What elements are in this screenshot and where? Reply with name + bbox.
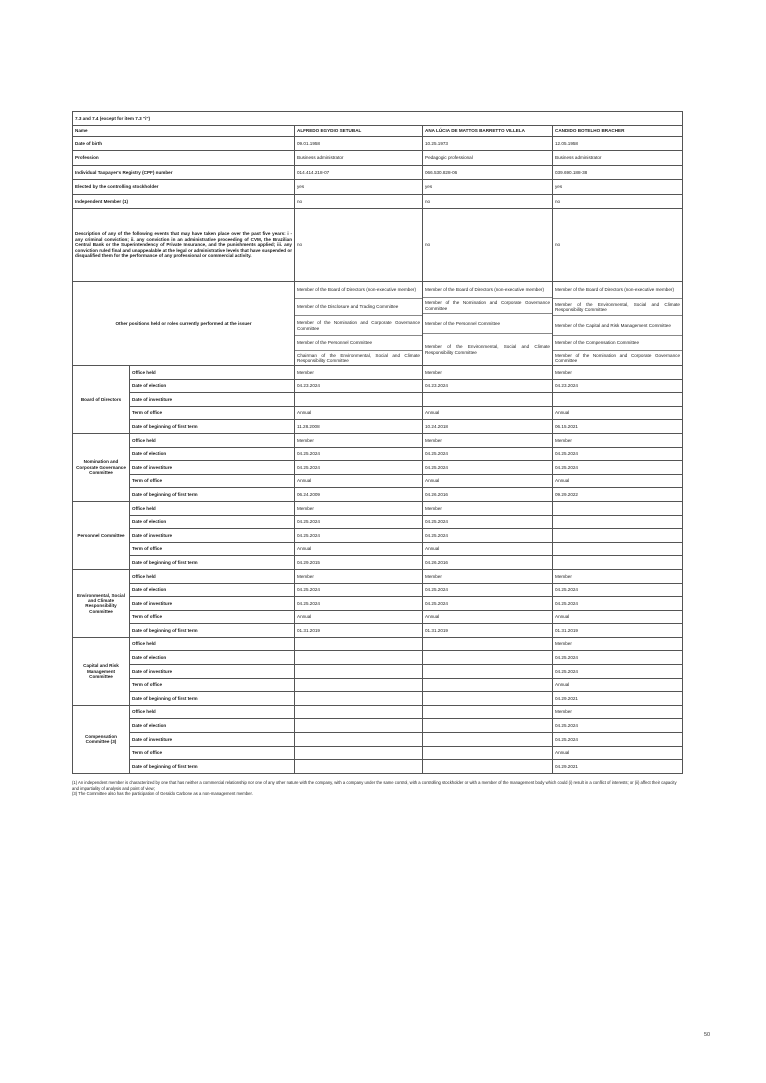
- field-label: Date of election: [130, 447, 295, 461]
- field-value: 04.25.2024: [423, 583, 553, 597]
- field-value: [295, 746, 423, 760]
- field-value: 04.25.2024: [553, 447, 683, 461]
- field-value: [553, 556, 683, 570]
- field-value: [423, 719, 553, 733]
- field-value: Member: [295, 501, 423, 515]
- compensation-committee-3-row: [73, 746, 683, 760]
- position-item: Member of the Personnel Committee: [423, 314, 552, 334]
- elected-row-value: yes: [423, 180, 553, 195]
- field-value: Member: [553, 433, 683, 447]
- field-label: Date of election: [130, 651, 295, 665]
- field-value: Member: [553, 705, 683, 719]
- positions-cell: [423, 282, 553, 366]
- field-label: Office held: [130, 501, 295, 515]
- field-value: Annual: [295, 542, 423, 556]
- compensation-committee-3-row: [73, 719, 683, 733]
- cpf-row: [73, 165, 683, 180]
- field-label: Date of investiture: [130, 461, 295, 475]
- dob-row-value: 09.01.1958: [295, 136, 423, 151]
- field-value: 04.23.2024: [553, 379, 683, 393]
- field-value: [295, 651, 423, 665]
- board-of-directors-row: [73, 379, 683, 393]
- field-label: Date of election: [130, 583, 295, 597]
- field-value: 04.25.2024: [295, 515, 423, 529]
- name-row-value: ALFREDO EGYDIO SETUBAL: [295, 126, 423, 137]
- field-value: Member: [423, 569, 553, 583]
- field-value: [553, 529, 683, 543]
- field-value: [553, 515, 683, 529]
- field-value: Member: [423, 366, 553, 380]
- personnel-committee-row: [73, 515, 683, 529]
- personnel-committee-row: [73, 542, 683, 556]
- environmental-social-and-climate-responsibility-committee-row: [73, 569, 683, 583]
- positions-cell: [553, 282, 683, 366]
- dob-row-label: Date of birth: [73, 136, 295, 151]
- independent-row-value: no: [423, 194, 553, 209]
- field-value: 04.25.2024: [295, 461, 423, 475]
- field-value: 04.25.2024: [295, 597, 423, 611]
- footnotes: [72, 780, 684, 797]
- field-label: Date of investiture: [130, 529, 295, 543]
- field-value: 01.31.2019: [295, 624, 423, 638]
- field-label: Date of investiture: [130, 665, 295, 679]
- cpf-row-value: 014.414.218-07: [295, 165, 423, 180]
- other-positions-label: Other positions held or roles currently performed at the issuer: [73, 282, 295, 366]
- field-label: Date of investiture: [130, 393, 295, 407]
- positions-list: [553, 282, 682, 365]
- positions-cell: [295, 282, 423, 366]
- field-value: 04.29.2021: [553, 692, 683, 706]
- name-row: [73, 126, 683, 137]
- field-value: [295, 678, 423, 692]
- independent-row: [73, 194, 683, 209]
- field-label: Date of investiture: [130, 597, 295, 611]
- position-item: Member of the Capital and Risk Management Committee: [553, 316, 682, 336]
- field-label: Term of office: [130, 542, 295, 556]
- footnote-3: (3) The Committee also has the participation of Geraldo Carbone as a non-management member.: [72, 791, 253, 797]
- field-value: 04.23.2024: [423, 379, 553, 393]
- field-label: Date of beginning of first term: [130, 692, 295, 706]
- dob-row: [73, 136, 683, 151]
- position-item: Member of the Board of Directors (non-executive member): [295, 282, 422, 299]
- footnote-1: (1) An independent member is characterized by one that has neither a commercial relationship nor one of any other nature with the company, with a company under the same control, with a controlling stockholder or with a member of the management body which could (i) result in a conflict of interests; or (ii) affect their capacity and impartiality of analysis and point of view;: [72, 780, 677, 791]
- field-value: 04.25.2024: [423, 529, 553, 543]
- field-value: Annual: [423, 542, 553, 556]
- profession-row-value: Business administrator: [295, 151, 423, 166]
- field-value: Annual: [553, 678, 683, 692]
- capital-and-risk-management-committee-row: [73, 637, 683, 651]
- nomination-and-corporate-governance-committee-row: [73, 461, 683, 475]
- field-label: Term of office: [130, 678, 295, 692]
- capital-and-risk-management-committee-row: [73, 678, 683, 692]
- field-value: 09.29.2022: [553, 488, 683, 502]
- compensation-committee-3-row: [73, 705, 683, 719]
- field-value: 04.26.2016: [423, 556, 553, 570]
- field-label: Office held: [130, 637, 295, 651]
- cpf-row-value: 066.530.828-06: [423, 165, 553, 180]
- page-number: 50: [704, 1032, 711, 1038]
- field-value: [295, 692, 423, 706]
- field-value: Annual: [295, 406, 423, 420]
- personnel-committee-row: [73, 529, 683, 543]
- position-item: Chairman of the Environmental, Social and Climate Responsibility Committee: [297, 352, 420, 363]
- field-label: Date of beginning of first term: [130, 624, 295, 638]
- field-value: Member: [423, 501, 553, 515]
- field-value: 04.25.2024: [553, 733, 683, 747]
- events-description: Description of any of the following events that may have taken place over the past five years: i - any criminal conviction; ii. any conviction in an administrative proceeding of CVM, the Brazilian Central Bank or the Superintendency of Private Insurance, and the punishments applied; iii. any conviction ruled final and unappealable at the legal or administrative levels that have suspended or disqualified them for the performance of any professional or commercial activity.: [73, 209, 295, 282]
- field-value: 10.24.2018: [423, 420, 553, 434]
- field-value: [295, 665, 423, 679]
- field-value: [295, 393, 423, 407]
- name-row-label: Name: [73, 126, 295, 137]
- field-value: 04.25.2024: [553, 651, 683, 665]
- events-value: no: [295, 209, 423, 282]
- field-value: [553, 501, 683, 515]
- field-value: 04.25.2024: [553, 461, 683, 475]
- field-value: 04.25.2024: [423, 461, 553, 475]
- field-value: Member: [295, 433, 423, 447]
- field-value: Member: [553, 637, 683, 651]
- field-value: Member: [553, 569, 683, 583]
- group-label-capital-and-risk-management-committee: Capital and Risk Management Committee: [73, 637, 130, 705]
- group-label-compensation-committee-3: Compensation Committee (3): [73, 705, 130, 773]
- field-value: [423, 705, 553, 719]
- field-label: Term of office: [130, 746, 295, 760]
- name-row-value: CANDIDO BOTELHO BRACHER: [553, 126, 683, 137]
- field-value: Annual: [295, 474, 423, 488]
- field-label: Office held: [130, 705, 295, 719]
- capital-and-risk-management-committee-row: [73, 665, 683, 679]
- group-label-environmental-social-and-climate-responsibility-committee: Environmental, Social and Climate Responsibility Committee: [73, 569, 130, 637]
- personnel-committee-row: [73, 556, 683, 570]
- field-value: [295, 705, 423, 719]
- field-value: [423, 651, 553, 665]
- position-item: Member of the Personnel Committee: [295, 336, 422, 351]
- field-value: Annual: [295, 610, 423, 624]
- field-value: 04.25.2024: [553, 665, 683, 679]
- section-title: 7.3 and 7.4 (except for item 7.3 "i"): [73, 112, 683, 126]
- profession-row-value: Pedagogic professional: [423, 151, 553, 166]
- group-label-nomination-and-corporate-governance-committee: Nomination and Corporate Governance Committee: [73, 433, 130, 501]
- personnel-committee-row: [73, 501, 683, 515]
- field-value: Annual: [553, 474, 683, 488]
- capital-and-risk-management-committee-row: [73, 651, 683, 665]
- management-table: [72, 111, 683, 774]
- board-of-directors-row: [73, 366, 683, 380]
- field-value: 04.25.2024: [295, 447, 423, 461]
- field-value: Member: [295, 366, 423, 380]
- environmental-social-and-climate-responsibility-committee-row: [73, 610, 683, 624]
- field-label: Date of investiture: [130, 733, 295, 747]
- field-value: 04.25.2024: [423, 447, 553, 461]
- field-value: 04.29.2015: [295, 556, 423, 570]
- field-label: Date of beginning of first term: [130, 556, 295, 570]
- position-item: Member of the Nomination and Corporate Governance Committee: [295, 316, 422, 336]
- field-value: [295, 733, 423, 747]
- field-value: 04.25.2024: [553, 719, 683, 733]
- field-value: Annual: [423, 474, 553, 488]
- field-label: Date of election: [130, 719, 295, 733]
- profession-row-value: Business administrator: [553, 151, 683, 166]
- cpf-row-label: Individual Taxpayer's Registry (CPF) number: [73, 165, 295, 180]
- field-value: 04.25.2024: [553, 597, 683, 611]
- environmental-social-and-climate-responsibility-committee-row: [73, 597, 683, 611]
- independent-row-value: no: [553, 194, 683, 209]
- events-row: [73, 209, 683, 282]
- group-label-personnel-committee: Personnel Committee: [73, 501, 130, 569]
- position-item: Member of the Board of Directors (non-executive member): [553, 282, 682, 299]
- elected-row: [73, 180, 683, 195]
- field-value: [423, 637, 553, 651]
- field-value: [423, 733, 553, 747]
- field-label: Date of election: [130, 379, 295, 393]
- field-value: Annual: [553, 406, 683, 420]
- field-label: Date of beginning of first term: [130, 420, 295, 434]
- field-value: [295, 719, 423, 733]
- profession-row-label: Profession: [73, 151, 295, 166]
- field-value: [423, 760, 553, 774]
- field-value: [423, 665, 553, 679]
- field-value: 04.25.2024: [423, 597, 553, 611]
- field-label: Office held: [130, 366, 295, 380]
- field-label: Term of office: [130, 474, 295, 488]
- name-row-value: ANA LÚCIA DE MATTOS BARRETTO VILLELA: [423, 126, 553, 137]
- field-label: Date of beginning of first term: [130, 488, 295, 502]
- board-of-directors-row: [73, 393, 683, 407]
- nomination-and-corporate-governance-committee-row: [73, 488, 683, 502]
- compensation-committee-3-row: [73, 760, 683, 774]
- dob-row-value: 12.05.1958: [553, 136, 683, 151]
- independent-row-label: Independent Member (1): [73, 194, 295, 209]
- field-value: Annual: [423, 406, 553, 420]
- elected-row-value: yes: [295, 180, 423, 195]
- capital-and-risk-management-committee-row: [73, 692, 683, 706]
- field-value: [423, 678, 553, 692]
- field-label: Date of election: [130, 515, 295, 529]
- events-value: no: [553, 209, 683, 282]
- board-of-directors-row: [73, 420, 683, 434]
- field-value: 01.31.2019: [553, 624, 683, 638]
- position-item: Member of the Nomination and Corporate Governance Committee: [423, 298, 552, 314]
- field-label: Term of office: [130, 406, 295, 420]
- position-item: Member of the Environmental, Social and Climate Responsibility Committee: [553, 299, 682, 316]
- field-value: Member: [295, 569, 423, 583]
- field-value: 04.26.2016: [423, 488, 553, 502]
- field-value: 06.24.2009: [295, 488, 423, 502]
- position-item: Member of the Nomination and Corporate Governance Committee: [555, 352, 680, 363]
- field-value: [423, 692, 553, 706]
- field-value: 11.28.2008: [295, 420, 423, 434]
- field-value: Annual: [423, 610, 553, 624]
- field-value: [553, 542, 683, 556]
- field-value: 06.15.2021: [553, 420, 683, 434]
- position-item: Member of the Compensation Committee: [553, 336, 682, 351]
- field-value: Annual: [553, 746, 683, 760]
- events-value: no: [423, 209, 553, 282]
- elected-row-label: Elected by the controlling stockholder: [73, 180, 295, 195]
- position-item: Member of the Environmental, Social and Climate Responsibility Committee: [425, 344, 550, 355]
- environmental-social-and-climate-responsibility-committee-row: [73, 624, 683, 638]
- field-value: Member: [423, 433, 553, 447]
- board-of-directors-row: [73, 406, 683, 420]
- position-item: Member of the Board of Directors (non-executive member): [423, 282, 552, 298]
- cpf-row-value: 039.690.188-38: [553, 165, 683, 180]
- environmental-social-and-climate-responsibility-committee-row: [73, 583, 683, 597]
- elected-row-value: yes: [553, 180, 683, 195]
- document-sheet: [72, 111, 682, 774]
- nomination-and-corporate-governance-committee-row: [73, 433, 683, 447]
- positions-list: [423, 282, 552, 365]
- field-label: Office held: [130, 433, 295, 447]
- field-value: [295, 760, 423, 774]
- field-value: [423, 746, 553, 760]
- field-value: [423, 393, 553, 407]
- nomination-and-corporate-governance-committee-row: [73, 474, 683, 488]
- field-label: Term of office: [130, 610, 295, 624]
- field-value: [295, 637, 423, 651]
- field-value: 04.25.2024: [423, 515, 553, 529]
- field-value: Member: [553, 366, 683, 380]
- compensation-committee-3-row: [73, 733, 683, 747]
- field-value: 04.25.2024: [295, 583, 423, 597]
- positions-list: [295, 282, 422, 365]
- field-label: Office held: [130, 569, 295, 583]
- field-value: 01.31.2019: [423, 624, 553, 638]
- field-value: 04.29.2021: [553, 760, 683, 774]
- dob-row-value: 10.25.1973: [423, 136, 553, 151]
- nomination-and-corporate-governance-committee-row: [73, 447, 683, 461]
- field-label: Date of beginning of first term: [130, 760, 295, 774]
- position-item: Member of the Disclosure and Trading Committee: [295, 299, 422, 316]
- independent-row-value: no: [295, 194, 423, 209]
- profession-row: [73, 151, 683, 166]
- field-value: 04.23.2024: [295, 379, 423, 393]
- field-value: 04.25.2024: [295, 529, 423, 543]
- field-value: [553, 393, 683, 407]
- field-value: Annual: [553, 610, 683, 624]
- field-value: 04.25.2024: [553, 583, 683, 597]
- other-positions-row: [73, 282, 683, 366]
- group-label-board-of-directors: Board of Directors: [73, 366, 130, 434]
